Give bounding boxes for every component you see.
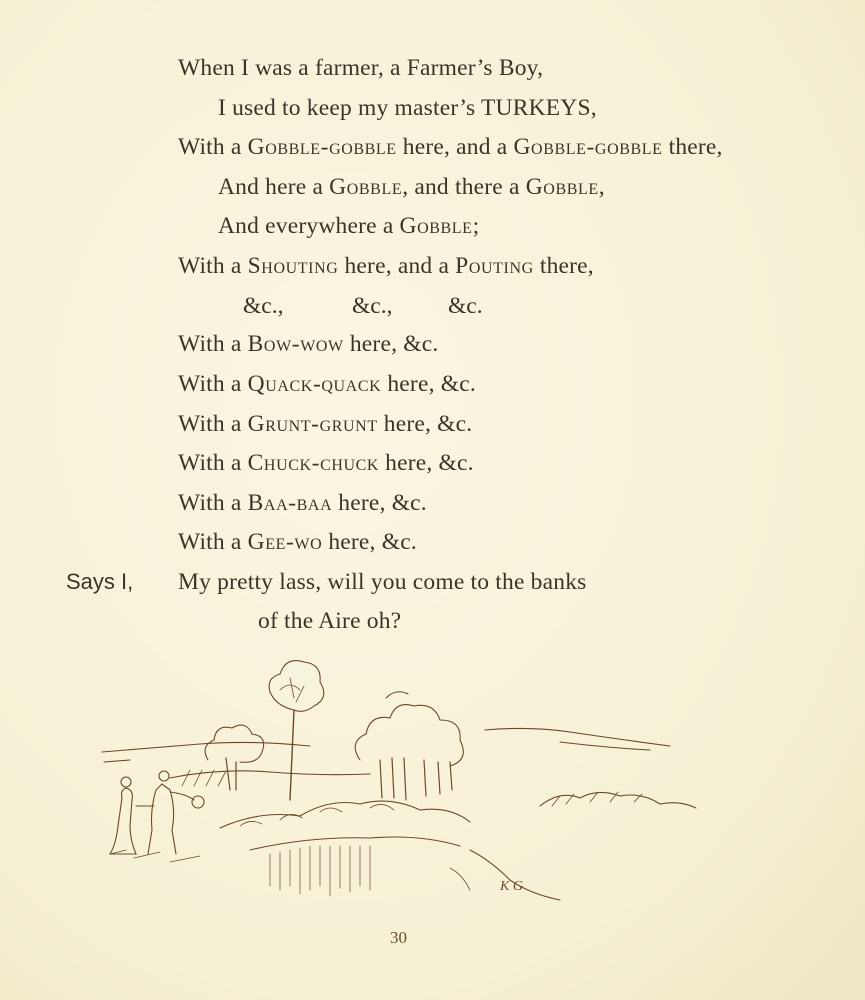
verse-line-14: My pretty lass, will you come to the banks <box>178 569 587 595</box>
verse-text: ; <box>472 213 480 239</box>
verse-text: there, <box>662 134 723 160</box>
verse-smallcaps: Chuck-chuck <box>247 450 380 476</box>
speaker-label: Says I, <box>66 569 134 594</box>
verse-text: , and there a <box>402 174 526 200</box>
page-number: 30 <box>390 928 407 947</box>
verse-text: With a <box>178 371 248 397</box>
verse-text: With a <box>178 411 248 437</box>
landscape-illustration <box>90 650 710 920</box>
verse-smallcaps: Gobble <box>399 213 473 239</box>
etc-mark: &c., <box>352 293 393 319</box>
verse-smallcaps: Gobble-gobble <box>513 134 663 160</box>
verse-text: here, and a <box>396 134 514 160</box>
verse-text: With a <box>178 529 248 555</box>
verse-smallcaps: Baa-baa <box>247 490 333 516</box>
verse-text: here, and a <box>338 253 456 279</box>
verse-smallcaps: Quack-quack <box>247 371 382 397</box>
etc-mark: &c., <box>243 293 284 319</box>
verse-line-1: When I was a farmer, a Farmer’s Boy, <box>178 55 544 81</box>
etc-mark: &c. <box>448 293 483 319</box>
verse-line-2: I used to keep my master’s TURKEYS, <box>218 95 597 121</box>
verse-smallcaps: Gee-wo <box>247 529 323 555</box>
verse-line-6 <box>178 252 594 280</box>
artist-monogram: K G <box>500 879 523 894</box>
verse-line-15: of the Aire oh? <box>258 608 402 634</box>
verse-smallcaps: Gobble <box>329 174 403 200</box>
verse-text: With a <box>178 253 248 279</box>
verse-smallcaps: Shouting <box>247 253 339 279</box>
etc-row <box>0 292 865 322</box>
verse-line-11 <box>178 449 474 477</box>
verse-text: here, &c. <box>343 331 439 357</box>
verse-smallcaps: Grunt-grunt <box>247 411 378 437</box>
verse-text: And everywhere a <box>218 213 400 239</box>
verse-text: here, &c. <box>332 490 427 516</box>
verse-line-12 <box>178 489 427 517</box>
verse-text: With a <box>178 490 248 516</box>
verse-text: , <box>598 174 605 200</box>
verse-text: there, <box>533 253 594 279</box>
verse-line-4 <box>218 173 605 201</box>
verse-line-13 <box>178 528 417 556</box>
verse-line-5 <box>218 212 479 240</box>
verse-smallcaps: Gobble <box>525 174 599 200</box>
verse-line-8 <box>178 330 438 358</box>
verse-smallcaps: Bow-wow <box>247 331 344 357</box>
verse-text: With a <box>178 134 248 160</box>
verse-text: And here a <box>218 174 330 200</box>
verse-line-9 <box>178 370 476 398</box>
verse-text: With a <box>178 331 248 357</box>
verse-line-10 <box>178 410 472 438</box>
verse-text: here, &c. <box>381 371 476 397</box>
verse-text: here, &c. <box>377 411 473 437</box>
verse-line-3 <box>178 133 723 161</box>
verse-smallcaps: Gobble-gobble <box>247 134 397 160</box>
verse-text: With a <box>178 450 248 476</box>
verse-smallcaps: Pouting <box>455 253 534 279</box>
verse-text: here, &c. <box>379 450 474 476</box>
verse-text: here, &c. <box>322 529 417 555</box>
